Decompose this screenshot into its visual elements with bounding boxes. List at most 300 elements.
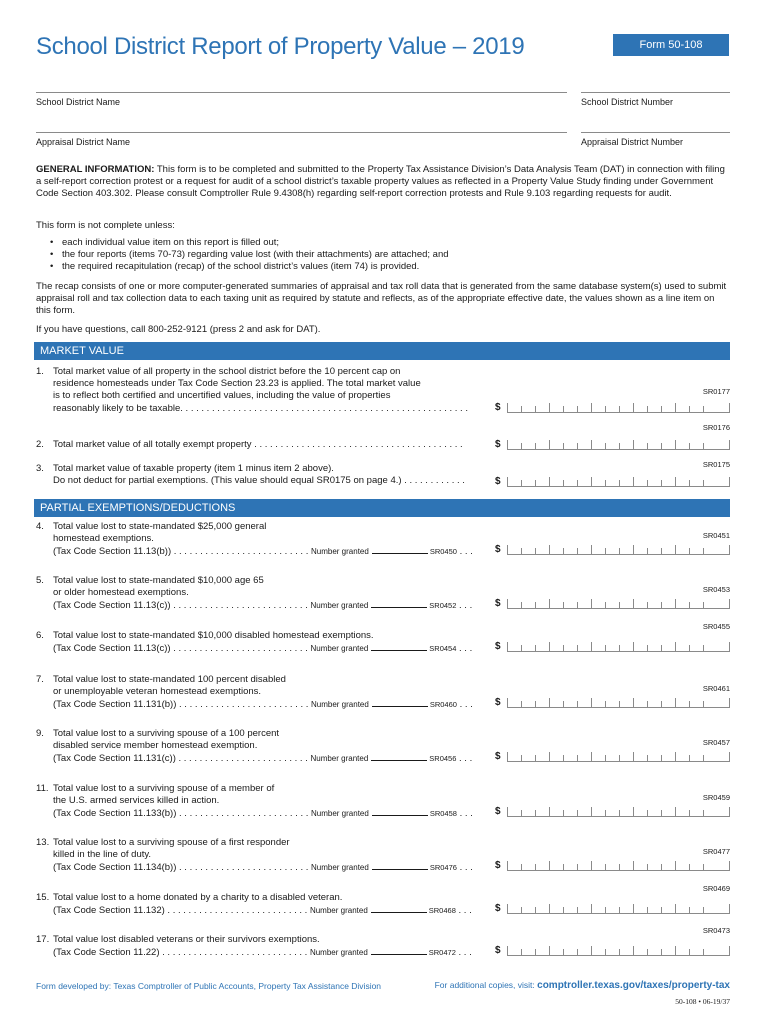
sr-code: SR0176 [702, 423, 730, 432]
amount-input[interactable] [507, 541, 730, 555]
digit-separator [729, 440, 730, 449]
digit-separator [507, 904, 508, 913]
digit-separator [703, 810, 704, 816]
digit-separator [633, 403, 634, 412]
item-line: or unemployable veteran homestead exemptions. [53, 686, 262, 698]
digit-separator [563, 755, 564, 761]
item-line: Total value lost to a home donated by a charity to a disabled veteran. [53, 892, 343, 903]
digit-separator [577, 864, 578, 870]
exemption-item [36, 892, 506, 917]
number-granted-input[interactable] [372, 545, 428, 554]
item-line: Total value lost to state-mandated 100 percent disabled [53, 674, 286, 685]
digit-separator [689, 443, 690, 449]
digit-separator [729, 904, 730, 913]
digit-separator [549, 642, 550, 651]
number-granted-input[interactable] [371, 752, 427, 761]
digit-separator [675, 904, 676, 913]
digit-separator [577, 701, 578, 707]
digit-separator [675, 440, 676, 449]
digit-separator [619, 949, 620, 955]
list-item: • the four reports (items 70-73) regarding value lost (with their attachments) are attached; and [50, 249, 730, 261]
digit-separator [729, 946, 730, 955]
item-line: the U.S. armed services killed in action. [53, 795, 220, 807]
digit-separator [563, 548, 564, 554]
dollar-sign: $ [495, 402, 501, 413]
item-line: is to reflect both certified and uncertified values, including the value of properties [53, 390, 391, 402]
appraisal-district-name-label: Appraisal District Name [36, 137, 131, 147]
digit-separator [535, 406, 536, 412]
digit-separator [703, 480, 704, 486]
digit-separator [633, 807, 634, 816]
exemption-item [36, 575, 506, 613]
number-granted-label: Number granted [311, 700, 369, 710]
digit-separator [703, 907, 704, 913]
item-last-line [53, 599, 506, 612]
digit-separator [605, 602, 606, 608]
sr-code: SR0469 [702, 884, 730, 893]
item-line: Total market value of taxable property (item 1 minus item 2 above). [53, 463, 334, 474]
digit-separator [591, 752, 592, 761]
digit-separator [507, 807, 508, 816]
digit-separator [689, 480, 690, 486]
digit-separator [729, 599, 730, 608]
item-number: 3. [36, 463, 44, 474]
digit-separator [661, 810, 662, 816]
digit-separator [647, 864, 648, 870]
digit-separator [689, 406, 690, 412]
digit-separator [633, 904, 634, 913]
leader-dots: . . . [458, 947, 472, 959]
digit-separator [521, 443, 522, 449]
digit-separator [521, 907, 522, 913]
digit-separator [577, 406, 578, 412]
item-line: Total market value of all totally exempt property . . . . . . . . . . . . . . . . . . . . . . . . . . . . . . . . . . . . . . . . [53, 439, 463, 450]
tax-code-reference: (Tax Code Section 11.134(b)) . . . . . . . . . . . . . . . . . . . . . . . . . [53, 862, 309, 874]
digit-separator [675, 642, 676, 651]
dollar-sign: $ [495, 544, 501, 556]
number-granted-input[interactable] [372, 807, 428, 816]
number-granted-label: Number granted [309, 948, 368, 958]
dollar-sign: $ [495, 860, 501, 872]
sr-code: SR0175 [702, 460, 730, 469]
item-last-line [53, 904, 506, 917]
digit-separator [591, 403, 592, 412]
number-granted-code: SR0460 [429, 700, 457, 710]
digit-separator [689, 701, 690, 707]
questions-paragraph: If you have questions, call 800-252-9121 (press 2 and ask for DAT). [36, 324, 321, 335]
footer-url-link[interactable]: comptroller.texas.gov/taxes/property-tax [537, 980, 730, 991]
digit-separator [661, 864, 662, 870]
sr-code: SR0177 [702, 387, 730, 396]
school-district-number-field[interactable] [581, 92, 730, 93]
tax-code-reference: (Tax Code Section 11.13(c)) . . . . . . . . . . . . . . . . . . . . . . . . . . [53, 600, 308, 612]
digit-separator [507, 545, 508, 554]
item-number: 4. [36, 521, 44, 532]
item-line: Do not deduct for partial exemptions. (This value should equal SR0175 on page 4.) . . . . . . . . . . . . [53, 475, 465, 487]
list-item: • each individual value item on this report is filled out; [50, 237, 730, 249]
digit-separator [563, 907, 564, 913]
digit-separator [563, 810, 564, 816]
digit-separator [507, 642, 508, 651]
digit-separator [549, 904, 550, 913]
digit-separator [675, 698, 676, 707]
digit-separator [689, 602, 690, 608]
digit-separator [675, 861, 676, 870]
digit-separator [647, 406, 648, 412]
digit-separator [535, 907, 536, 913]
form-number-badge: Form 50-108 [613, 34, 729, 56]
general-information-paragraph [36, 164, 730, 201]
recap-paragraph: The recap consists of one or more computer-generated summaries of appraisal and tax roll data that is generated from the same database system(s) used to submit appraisal roll and tax collection data to each taxing unit as required by statute and reflects, as of the appropriate effective date, the values shown as a line item on this form. [36, 281, 727, 317]
tax-code-reference: (Tax Code Section 11.131(c)) . . . . . . . . . . . . . . . . . . . . . . . . . [53, 753, 308, 765]
digit-separator [563, 480, 564, 486]
digit-separator [619, 443, 620, 449]
digit-separator [647, 548, 648, 554]
digit-separator [563, 602, 564, 608]
digit-separator [689, 907, 690, 913]
number-granted-label: Number granted [310, 601, 369, 611]
digit-separator [549, 946, 550, 955]
digit-separator [675, 752, 676, 761]
item-number: 1. [36, 366, 44, 377]
digit-separator [661, 907, 662, 913]
digit-separator [563, 949, 564, 955]
dollar-sign: $ [495, 751, 501, 763]
number-granted-input[interactable] [372, 698, 428, 707]
exemption-item [36, 934, 506, 959]
tax-code-reference: (Tax Code Section 11.133(b)) . . . . . . . . . . . . . . . . . . . . . . . . . [53, 808, 309, 820]
digit-separator [661, 443, 662, 449]
digit-separator [549, 477, 550, 486]
dollar-sign: $ [495, 945, 501, 957]
amount-input-sr0177[interactable] [507, 399, 730, 413]
leader-dots: . . . [459, 753, 473, 765]
number-granted-input[interactable] [371, 599, 427, 608]
digit-separator [535, 480, 536, 486]
item-line: Total value lost to state-mandated $10,000 age 65 [53, 575, 264, 586]
digit-separator [661, 480, 662, 486]
digit-separator [549, 403, 550, 412]
item-number: 7. [36, 674, 44, 685]
digit-separator [689, 949, 690, 955]
digit-separator [605, 406, 606, 412]
number-granted-input[interactable] [371, 904, 427, 913]
market-item-1 [36, 366, 506, 415]
digit-separator [633, 599, 634, 608]
digit-separator [535, 810, 536, 816]
number-granted-label: Number granted [311, 863, 369, 873]
item-number: 11. [36, 783, 49, 794]
footer-copies-prefix: For additional copies, visit: [434, 980, 538, 990]
digit-separator [507, 599, 508, 608]
digit-separator [647, 602, 648, 608]
digit-separator [605, 907, 606, 913]
digit-separator [619, 907, 620, 913]
sr-code: SR0457 [702, 738, 730, 747]
digit-separator [703, 645, 704, 651]
form-revision-code: 50-108 • 06-19/37 [675, 997, 730, 1006]
digit-separator [535, 645, 536, 651]
digit-separator [605, 810, 606, 816]
digit-separator [507, 477, 508, 486]
digit-separator [549, 861, 550, 870]
digit-separator [661, 406, 662, 412]
digit-separator [675, 477, 676, 486]
digit-separator [549, 599, 550, 608]
amount-input[interactable] [507, 857, 730, 871]
sr-code: SR0477 [702, 847, 730, 856]
digit-separator [647, 755, 648, 761]
digit-separator [675, 946, 676, 955]
sr-code: SR0459 [702, 793, 730, 802]
leader-dots: . . . [459, 699, 473, 711]
digit-separator [703, 701, 704, 707]
digit-separator [647, 645, 648, 651]
number-granted-label: Number granted [310, 754, 369, 764]
item-last-line [53, 545, 506, 558]
number-granted-code: SR0454 [429, 644, 457, 654]
number-granted-label: Number granted [311, 547, 369, 557]
digit-separator [549, 698, 550, 707]
digit-separator [729, 545, 730, 554]
digit-separator [619, 548, 620, 554]
item-line: Total value lost disabled veterans or their survivors exemptions. [53, 934, 320, 945]
digit-separator [591, 545, 592, 554]
digit-separator [729, 752, 730, 761]
digit-separator [591, 440, 592, 449]
digit-separator [729, 642, 730, 651]
digit-separator [605, 645, 606, 651]
amount-input[interactable] [507, 694, 730, 708]
digit-separator [577, 949, 578, 955]
digit-separator [605, 548, 606, 554]
digit-separator [507, 403, 508, 412]
number-granted-input[interactable] [372, 861, 428, 870]
footer-developer: Form developed by: Texas Comptroller of Public Accounts, Property Tax Assistance Division [36, 981, 382, 991]
leader-dots: . . . [459, 643, 473, 655]
digit-separator [549, 807, 550, 816]
digit-separator [549, 545, 550, 554]
school-district-name-field[interactable] [36, 92, 567, 93]
digit-separator [661, 645, 662, 651]
digit-separator [729, 861, 730, 870]
digit-separator [729, 698, 730, 707]
digit-separator [675, 807, 676, 816]
tax-code-reference: (Tax Code Section 11.13(c)) . . . . . . . . . . . . . . . . . . . . . . . . . . [53, 643, 308, 655]
digit-separator [647, 701, 648, 707]
digit-separator [577, 755, 578, 761]
digit-separator [605, 949, 606, 955]
digit-separator [563, 406, 564, 412]
footer-copies [435, 980, 730, 991]
digit-separator [633, 861, 634, 870]
digit-separator [535, 443, 536, 449]
amount-input[interactable] [507, 803, 730, 817]
digit-separator [703, 949, 704, 955]
digit-separator [521, 602, 522, 608]
leader-dots: . . . [459, 862, 473, 874]
digit-separator [507, 861, 508, 870]
amount-input[interactable] [507, 942, 730, 956]
digit-separator [729, 807, 730, 816]
item-last-line [53, 807, 506, 820]
number-granted-code: SR0456 [429, 754, 457, 764]
digit-separator [675, 403, 676, 412]
item-line: reasonably likely to be taxable. . . . . . . . . . . . . . . . . . . . . . . . . . . . . . . . . . . . . . . . . . . . . . . . . . . . . . . [53, 402, 468, 414]
digit-separator [577, 443, 578, 449]
digit-separator [619, 406, 620, 412]
leader-dots: . . . [459, 546, 473, 558]
digit-separator [647, 810, 648, 816]
digit-separator [633, 477, 634, 486]
sr-code: SR0455 [702, 622, 730, 631]
digit-separator [703, 755, 704, 761]
dollar-sign: $ [495, 641, 501, 653]
dollar-sign: $ [495, 903, 501, 915]
market-item-2 [36, 439, 506, 451]
digit-separator [521, 548, 522, 554]
digit-separator [647, 480, 648, 486]
item-last-line [53, 642, 506, 655]
number-granted-input[interactable] [371, 946, 427, 955]
digit-separator [535, 701, 536, 707]
digit-separator [591, 477, 592, 486]
item-line: Total value lost to a surviving spouse of a 100 percent [53, 728, 280, 739]
sr-code: SR0453 [702, 585, 730, 594]
tax-code-reference: (Tax Code Section 11.22) . . . . . . . . . . . . . . . . . . . . . . . . . . . . [53, 947, 308, 959]
digit-separator [521, 701, 522, 707]
amount-input[interactable] [507, 748, 730, 762]
appraisal-district-name-field[interactable] [36, 132, 567, 133]
number-granted-code: SR0468 [428, 906, 456, 916]
item-line: or older homestead exemptions. [53, 587, 189, 599]
amount-input-sr0175[interactable] [507, 473, 730, 487]
number-granted-code: SR0472 [428, 948, 456, 958]
digit-separator [605, 480, 606, 486]
digit-separator [577, 645, 578, 651]
digit-separator [689, 755, 690, 761]
item-last-line [53, 752, 506, 765]
sr-code: SR0461 [702, 684, 730, 693]
digit-separator [619, 701, 620, 707]
number-granted-code: SR0450 [429, 547, 457, 557]
digit-separator [521, 406, 522, 412]
tax-code-reference: (Tax Code Section 11.132) . . . . . . . . . . . . . . . . . . . . . . . . . . . [53, 905, 308, 917]
exemption-item [36, 783, 506, 821]
digit-separator [521, 949, 522, 955]
digit-separator [591, 861, 592, 870]
digit-separator [661, 701, 662, 707]
digit-separator [535, 548, 536, 554]
item-line: Total market value of all property in the school district before the 10 percent cap on [53, 366, 401, 377]
market-value-section-header: MARKET VALUE [34, 342, 730, 360]
appraisal-district-number-field[interactable] [581, 132, 730, 133]
digit-separator [535, 949, 536, 955]
digit-separator [661, 548, 662, 554]
dollar-sign: $ [495, 598, 501, 610]
digit-separator [591, 599, 592, 608]
digit-separator [647, 907, 648, 913]
item-line: disabled service member homestead exemption. [53, 740, 258, 752]
digit-separator [703, 406, 704, 412]
digit-separator [689, 864, 690, 870]
digit-separator [633, 642, 634, 651]
digit-separator [591, 642, 592, 651]
digit-separator [577, 480, 578, 486]
number-granted-label: Number granted [310, 644, 369, 654]
digit-separator [507, 698, 508, 707]
tax-code-reference: (Tax Code Section 11.13(b)) . . . . . . . . . . . . . . . . . . . . . . . . . . [53, 546, 309, 558]
digit-separator [633, 946, 634, 955]
digit-separator [563, 645, 564, 651]
digit-separator [549, 440, 550, 449]
digit-separator [563, 701, 564, 707]
item-last-line [53, 946, 506, 959]
digit-separator [689, 810, 690, 816]
list-item: • the required recapitulation (recap) of the school district’s values (item 74) is provided. [50, 261, 730, 273]
amount-input[interactable] [507, 900, 730, 914]
item-line: residence homesteads under Tax Code Section 23.23 is applied. The total market value [53, 378, 421, 390]
amount-input[interactable] [507, 638, 730, 652]
digit-separator [703, 548, 704, 554]
item-number: 5. [36, 575, 44, 586]
number-granted-input[interactable] [371, 642, 427, 651]
sr-code: SR0473 [702, 926, 730, 935]
amount-input-sr0176[interactable] [507, 436, 730, 450]
number-granted-label: Number granted [309, 906, 368, 916]
item-line: homestead exemptions. [53, 533, 154, 545]
dollar-sign: $ [495, 697, 501, 709]
digit-separator [661, 755, 662, 761]
digit-separator [605, 443, 606, 449]
tax-code-reference: (Tax Code Section 11.131(b)) . . . . . . . . . . . . . . . . . . . . . . . . . [53, 699, 309, 711]
digit-separator [605, 755, 606, 761]
exemption-item [36, 837, 506, 875]
amount-input[interactable] [507, 595, 730, 609]
digit-separator [507, 946, 508, 955]
digit-separator [689, 548, 690, 554]
digit-separator [619, 864, 620, 870]
digit-separator [563, 864, 564, 870]
digit-separator [521, 864, 522, 870]
digit-separator [729, 477, 730, 486]
digit-separator [619, 480, 620, 486]
digit-separator [619, 602, 620, 608]
digit-separator [577, 810, 578, 816]
requirements-list [50, 237, 730, 274]
school-district-name-label: School District Name [36, 97, 121, 107]
item-number: 9. [36, 728, 44, 739]
digit-separator [563, 443, 564, 449]
digit-separator [689, 645, 690, 651]
digit-separator [633, 698, 634, 707]
digit-separator [521, 755, 522, 761]
partial-exemptions-section-header: PARTIAL EXEMPTIONS/DEDUCTIONS [34, 499, 730, 517]
dollar-sign: $ [495, 476, 501, 487]
dollar-sign: $ [495, 439, 501, 450]
number-granted-code: SR0458 [429, 809, 457, 819]
school-district-number-label: School District Number [581, 97, 674, 107]
digit-separator [521, 810, 522, 816]
number-granted-label: Number granted [311, 809, 369, 819]
exemption-item [36, 674, 506, 712]
exemption-item [36, 630, 506, 655]
digit-separator [591, 946, 592, 955]
general-information-heading: GENERAL INFORMATION: [36, 164, 155, 175]
leader-dots: . . . [459, 600, 473, 612]
digit-separator [703, 602, 704, 608]
digit-separator [577, 907, 578, 913]
